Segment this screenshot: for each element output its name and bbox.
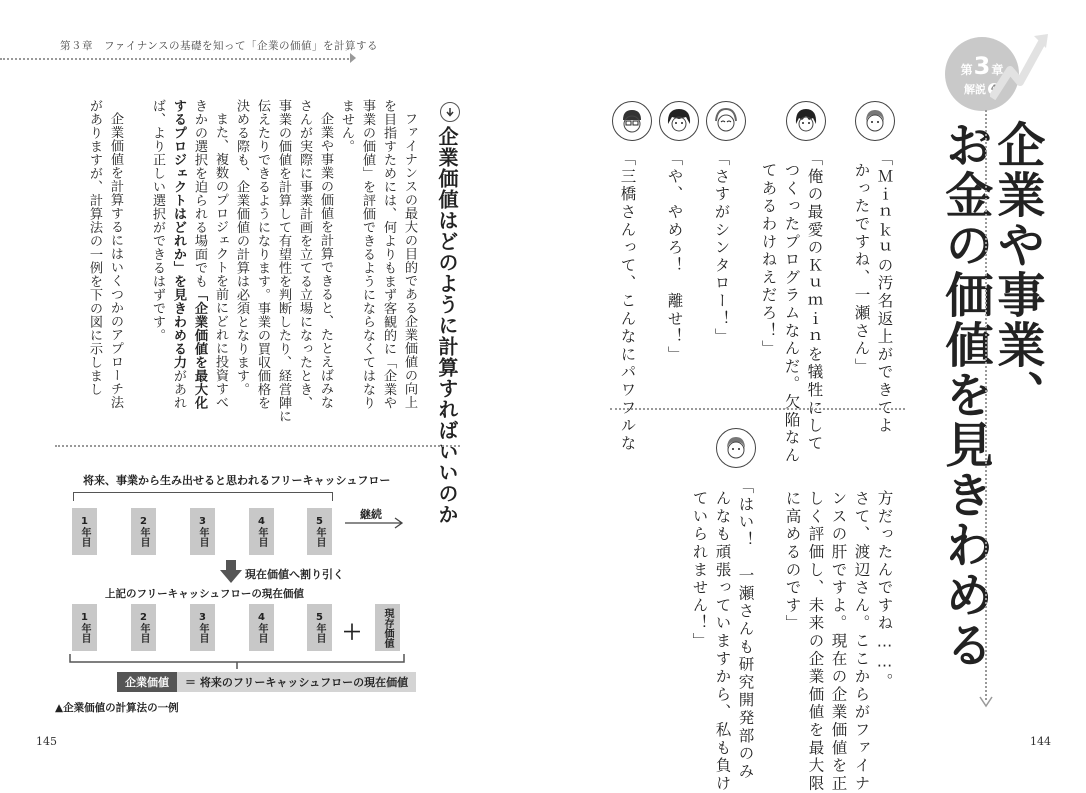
badge-chapter-suffix: 章 [991, 62, 1004, 77]
year-box: 1年目 [72, 508, 97, 555]
dialogue-line: 「俺の最愛のＫｕｍｉｎを犠牲にして [805, 150, 824, 453]
title-rule [985, 110, 987, 700]
terminal-value-box: 現存価値 [375, 604, 400, 651]
avatar-shintaro [659, 101, 699, 141]
body-line: 事業の価値を計算して有望性を判断したり、経営陣に [276, 99, 291, 423]
dialogue-line: かったですね、一瀬さん」 [852, 162, 871, 376]
dialogue-divider [610, 408, 905, 410]
diagram-caption: ▲企業価値の計算法の一例 [55, 702, 179, 714]
body-line: ません。 [339, 99, 354, 153]
enterprise-value-formula: ＝ 将来のフリーキャッシュフローの現在価値 [177, 672, 416, 692]
page-title-line2: お金の価値を見きわめる [936, 120, 993, 670]
year-box: 4年目 [249, 604, 274, 651]
badge-section-label: 解説 [964, 82, 986, 96]
avatar-ichinose [786, 101, 826, 141]
dialogue-line: んなも頑張っていますから、私も負け [713, 490, 732, 793]
body-line: 事業の価値」を評価できるようにならなくてはなり [360, 99, 375, 410]
dialogue-line: ていられません！」 [690, 490, 709, 651]
avatar-mitsuhashi [706, 101, 746, 141]
avatar-glasses [612, 101, 652, 141]
rule-arrow-icon [979, 696, 993, 708]
avatar-watanabe-2 [716, 428, 756, 468]
body-line: 決める際も、企業価値の計算は必須となります。 [234, 99, 249, 396]
pv-bracket [69, 654, 405, 670]
year-box: 2年目 [131, 508, 156, 555]
body-line: がありますが、計算法の一例を下の図に示しまし [87, 99, 102, 396]
body-line: するプロジェクトはどれか」を見きわめる力があれ [171, 99, 186, 410]
pv-label: 上記のフリーキャッシュフローの現在価値 [105, 588, 304, 600]
arrow-down-circle-icon [440, 102, 460, 122]
growth-arrow-icon [990, 30, 1052, 100]
page-title-line1: 企業や事業、 [988, 120, 1045, 420]
year-box: 3年目 [190, 508, 215, 555]
badge-section-number: 4 [988, 83, 1000, 95]
avatar-watanabe [855, 101, 895, 141]
year-box: 5年目 [307, 604, 332, 651]
body-line: 企業や事業の価値を計算できると、たとえばみな [318, 112, 333, 409]
header-rule [0, 58, 352, 60]
year-box: 3年目 [190, 604, 215, 651]
body-line: 伝えたりできるようになります。事業の買収価格を [255, 99, 270, 410]
body-line: また、複数のプロジェクトを前にどれに投資すべ [213, 112, 228, 409]
badge-chapter-number: 3 [973, 51, 991, 80]
badge-chapter-prefix: 第 [960, 62, 973, 77]
year-box: 2年目 [131, 604, 156, 651]
year-box: 1年目 [72, 604, 97, 651]
dialogue-line: 「はい！ 一瀬さんも研究開発部のみ [736, 478, 755, 781]
dialogue-line: さて、渡辺さん。ここからがファイナ [852, 490, 871, 793]
continue-label: 継続 [360, 508, 382, 521]
valuation-diagram [55, 462, 465, 722]
body-line: きかの選択を迫られる場面でも「企業価値を最大化 [192, 99, 207, 410]
plus-icon: ＋ [342, 620, 362, 644]
dialogue-line: 「や、やめろ！ 離せ！」 [665, 150, 684, 364]
body-line: さんが実際に事業計画を立てる立場になったとき、 [297, 99, 312, 410]
page-number-left: 145 [36, 735, 57, 748]
running-header: 第３章 ファイナンスの基礎を知って「企業の価値」を計算する [60, 40, 378, 52]
continue-arrow-icon [345, 516, 405, 530]
dialogue-line: つくったプログラムなんだ。欠陥なん [782, 162, 801, 465]
body-line: を目指すためには、何よりもまず客観的に「企業や [381, 99, 396, 410]
dialogue-line: 方だったんですね……。 [875, 490, 894, 691]
dialogue-line: に高めるのです」 [783, 490, 802, 633]
fcf-bracket [73, 492, 333, 501]
body-text [60, 95, 420, 435]
discount-label: 現在価値へ割り引く [245, 568, 344, 581]
dialogue-line: 「三橋さんって、こんなにパワフルな [618, 150, 637, 453]
body-line: ば、より正しい選択ができるはずです。 [150, 99, 165, 342]
header-rule-arrow-icon [350, 53, 356, 63]
discount-arrow-icon [220, 560, 242, 584]
dialogue-line: しく評価し、未来の企業価値を最大限 [806, 490, 825, 793]
page-number-right: 144 [1030, 735, 1051, 748]
body-line: ファイナンスの最大の目的である企業価値の向上 [402, 112, 417, 409]
fcf-label: 将来、事業から生み出せると思われるフリーキャッシュフロー [83, 474, 391, 487]
enterprise-value-box: 企業価値 [117, 672, 177, 692]
result-bar [117, 672, 416, 692]
section-subheading: 企業価値はどのように計算すればいいのか [435, 126, 459, 525]
dialogue-line: ンスの肝ですよ。現在の企業価値を正 [829, 490, 848, 793]
dialogue-line: てあるわけねえだろ！」 [759, 162, 778, 358]
year-box: 4年目 [249, 508, 274, 555]
year-box: 5年目 [307, 508, 332, 555]
dialogue-line: 「さすがシンタロー！」 [712, 150, 731, 346]
section-divider [55, 445, 460, 447]
body-line: 企業価値を計算するにはいくつかのアプローチ法 [108, 112, 123, 409]
dialogue-line: 「Ｍｉｎｋｕの汚名返上ができてよ [875, 150, 894, 435]
